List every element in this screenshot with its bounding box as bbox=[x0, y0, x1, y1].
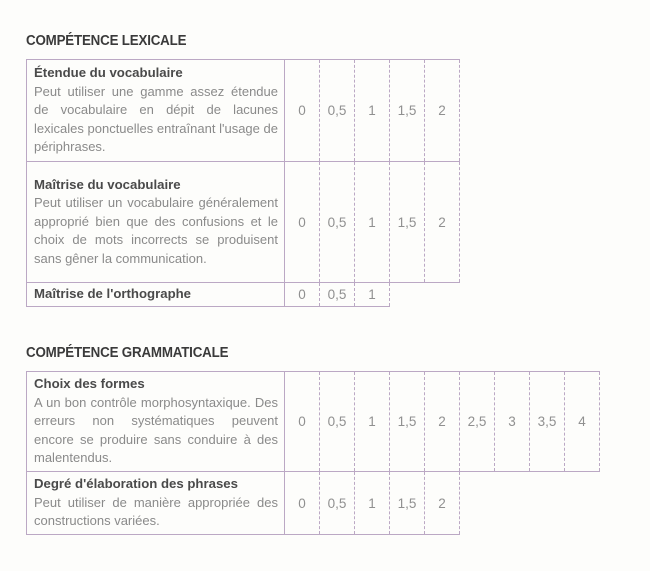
table-row bbox=[27, 162, 460, 283]
table-row bbox=[27, 283, 460, 307]
score-cell[interactable]: 0 bbox=[285, 162, 320, 283]
score-cell[interactable]: 1 bbox=[355, 283, 390, 307]
score-cell[interactable]: 4 bbox=[565, 372, 600, 472]
criterion-description: Peut utiliser de manière appropriée des constructions variées. bbox=[34, 494, 278, 529]
score-cell[interactable]: 0,5 bbox=[320, 472, 355, 535]
criterion-cell bbox=[27, 60, 285, 162]
score-cell[interactable]: 2 bbox=[425, 60, 460, 162]
score-cell[interactable]: 3 bbox=[495, 372, 530, 472]
criterion-cell bbox=[27, 283, 285, 307]
criterion-name: Degré d'élaboration des phrases bbox=[34, 476, 238, 492]
score-cell[interactable]: 1,5 bbox=[390, 162, 425, 283]
score-cell[interactable]: 1 bbox=[355, 472, 390, 535]
empty-cell bbox=[460, 472, 495, 535]
score-cell[interactable]: 0 bbox=[285, 283, 320, 307]
empty-cell bbox=[495, 472, 530, 535]
criterion-cell bbox=[27, 372, 285, 472]
grammaticale-grid bbox=[26, 371, 600, 535]
criterion-cell bbox=[27, 162, 285, 283]
score-cell[interactable]: 1 bbox=[355, 162, 390, 283]
empty-cell bbox=[565, 472, 600, 535]
empty-cell bbox=[425, 283, 460, 307]
criterion-cell bbox=[27, 472, 285, 535]
score-cell[interactable]: 2 bbox=[425, 372, 460, 472]
score-cell[interactable]: 0 bbox=[285, 372, 320, 472]
lexicale-grid bbox=[26, 59, 460, 307]
criterion-name: Étendue du vocabulaire bbox=[34, 65, 183, 81]
score-cell[interactable]: 0,5 bbox=[320, 60, 355, 162]
empty-cell bbox=[530, 472, 565, 535]
score-cell[interactable]: 1 bbox=[355, 372, 390, 472]
criterion-description: Peut utiliser une gamme assez étendue de vocabulaire en dépit de lacunes lexicales ponctuelles entraînant l'usage de périphrases. bbox=[34, 83, 278, 155]
empty-cell bbox=[390, 283, 425, 307]
score-cell[interactable]: 1,5 bbox=[390, 60, 425, 162]
score-cell[interactable]: 3,5 bbox=[530, 372, 565, 472]
section-title-grammaticale: COMPÉTENCE GRAMMATICALE bbox=[26, 345, 229, 361]
criterion-description: A un bon contrôle morphosyntaxique. Des erreurs non systématiques peuvent encore se produire sans conduire à des malentendus. bbox=[34, 394, 278, 466]
score-cell[interactable]: 1 bbox=[355, 60, 390, 162]
score-cell[interactable]: 1,5 bbox=[390, 472, 425, 535]
table-row bbox=[27, 472, 600, 535]
score-cell[interactable]: 2 bbox=[425, 472, 460, 535]
score-cell[interactable]: 1,5 bbox=[390, 372, 425, 472]
score-cell[interactable]: 2 bbox=[425, 162, 460, 283]
score-cell[interactable]: 0,5 bbox=[320, 283, 355, 307]
criterion-name: Maîtrise de l'orthographe bbox=[34, 286, 192, 301]
score-cell[interactable]: 0,5 bbox=[320, 372, 355, 472]
criterion-name: Maîtrise du vocabulaire bbox=[34, 176, 181, 192]
score-cell[interactable]: 0 bbox=[285, 472, 320, 535]
criterion-description: Peut utiliser un vocabulaire généralement approprié bien que des confusions et le choix de mots incorrects se produisent sans gêner la communication. bbox=[34, 195, 278, 266]
score-cell[interactable]: 0 bbox=[285, 60, 320, 162]
score-cell[interactable]: 0,5 bbox=[320, 162, 355, 283]
table-row bbox=[27, 60, 460, 162]
criterion-name: Choix des formes bbox=[34, 376, 145, 392]
score-cell[interactable]: 2,5 bbox=[460, 372, 495, 472]
table-row bbox=[27, 372, 600, 472]
section-title-lexicale: COMPÉTENCE LEXICALE bbox=[26, 33, 187, 49]
